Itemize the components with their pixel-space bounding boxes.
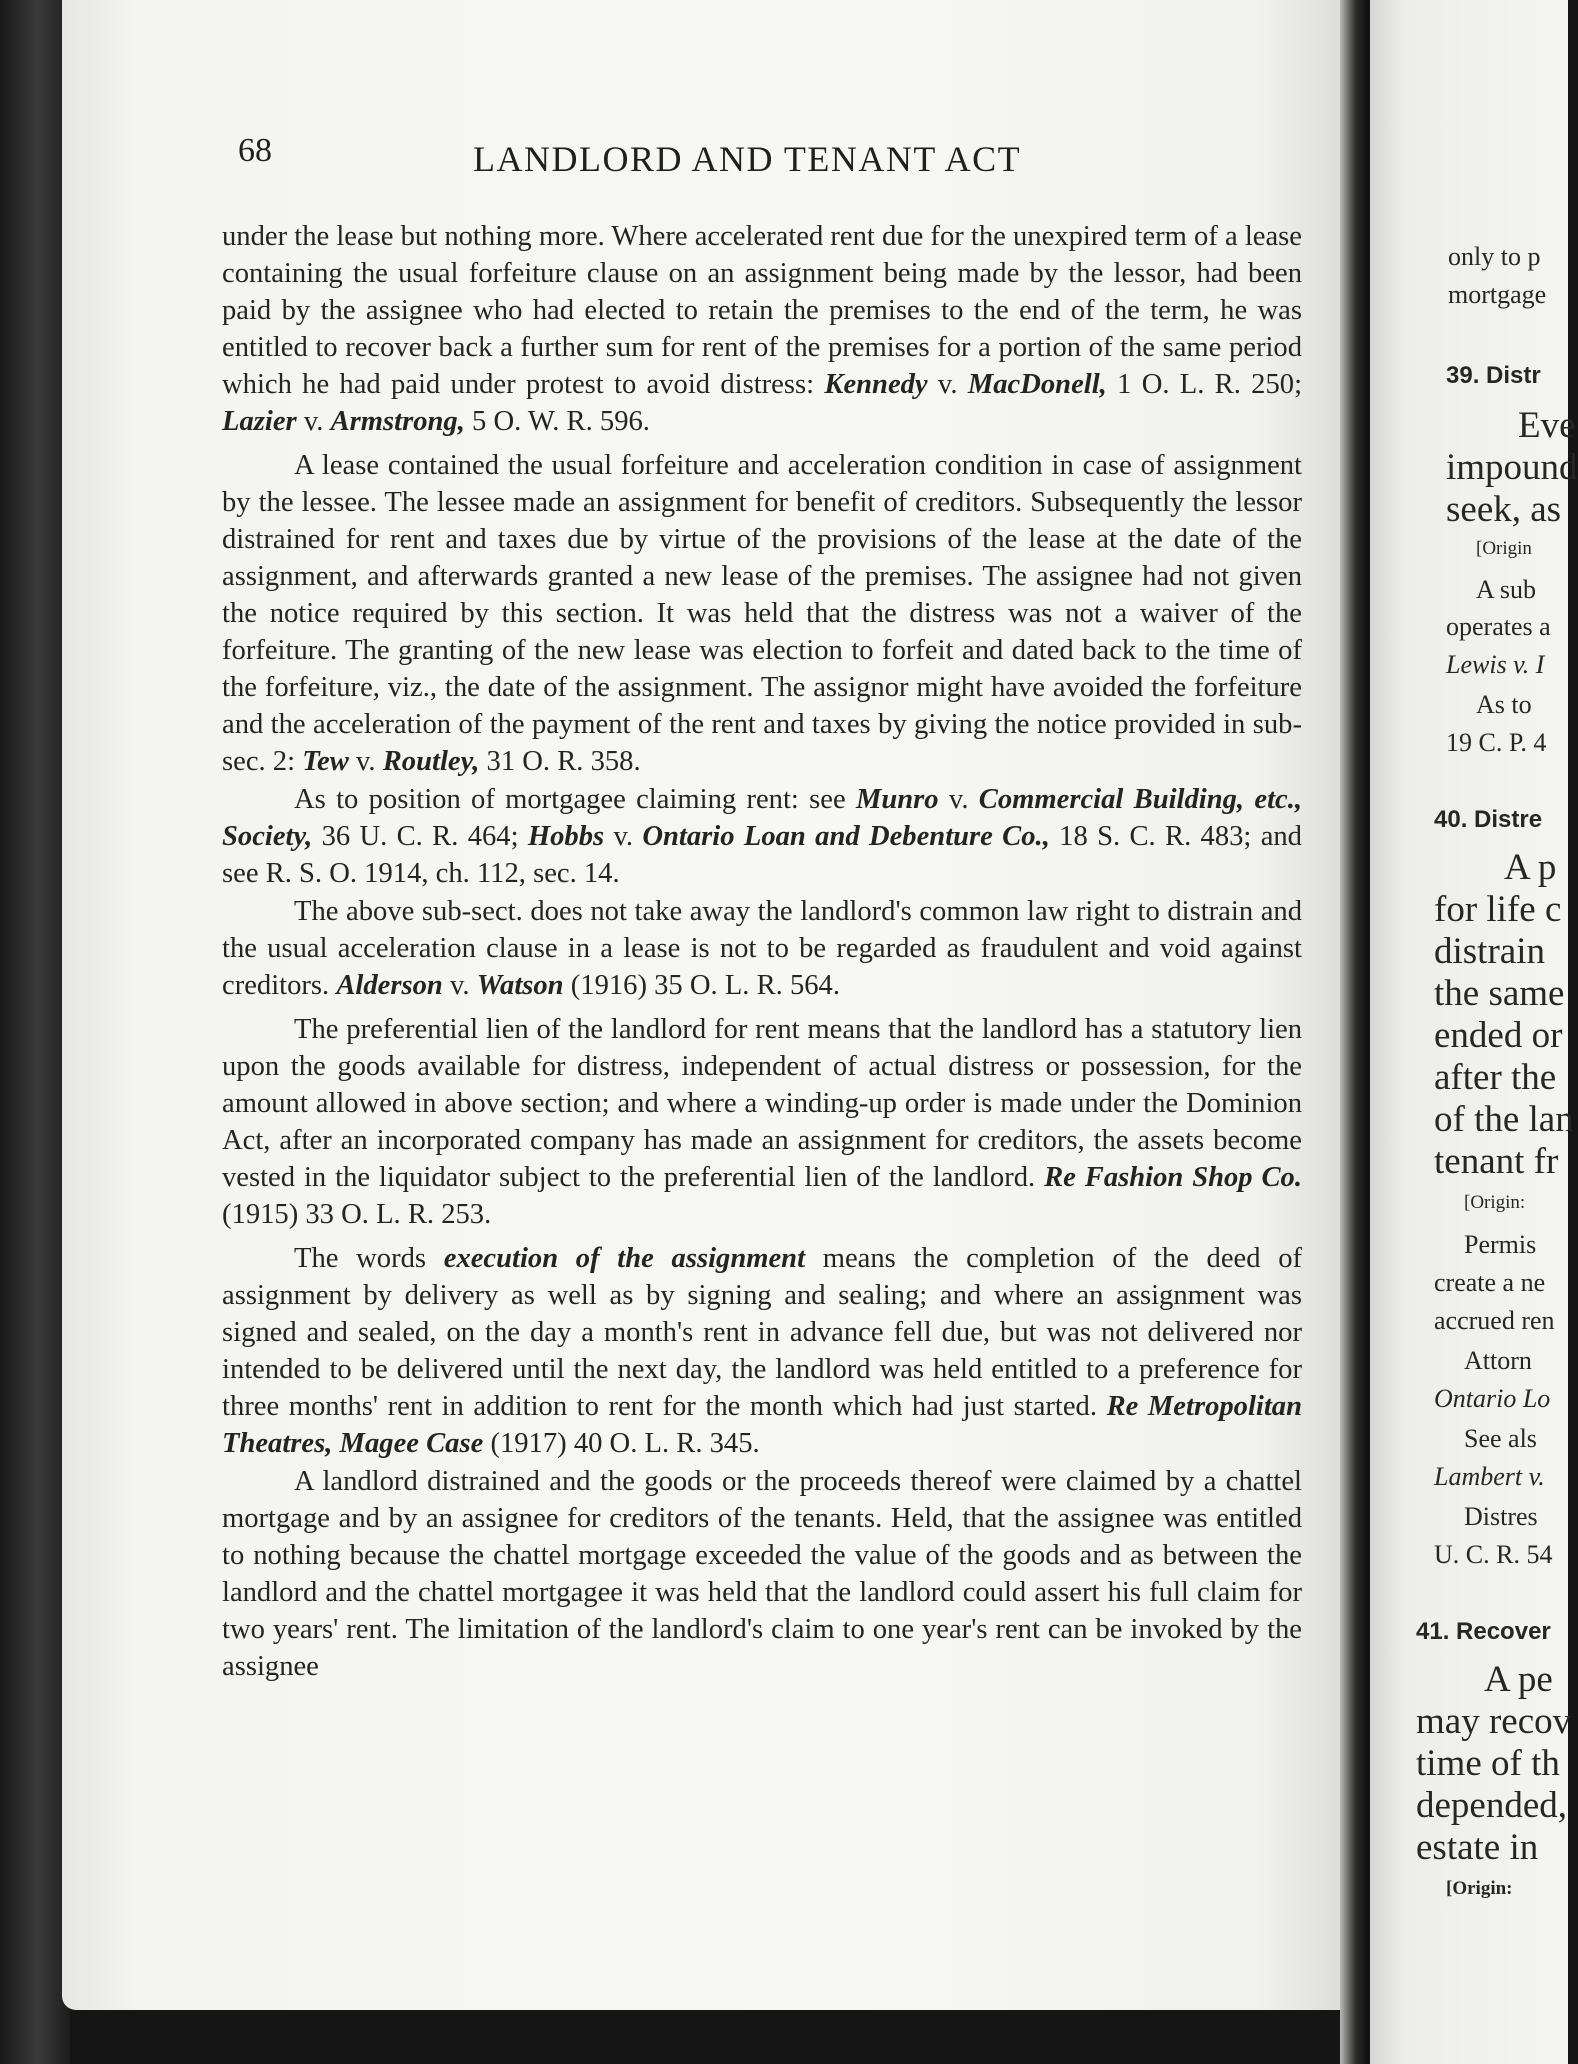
right-line: Distres	[1464, 1502, 1538, 1531]
right-line: may recov	[1416, 1701, 1572, 1742]
right-line: seek, as	[1446, 489, 1562, 530]
section-heading-41: 41. Recover	[1416, 1618, 1551, 1645]
page-header	[238, 132, 1288, 192]
right-line: Permis	[1464, 1230, 1537, 1259]
paragraph-7: A landlord distrained and the goods or the proceeds thereof were claimed by a chattel mortgage and by an assignee for creditors of the tenants. Held, that the assignee was entitled to nothing because the chattel mortgage exceeded the value of the goods and as between the landlord and the chattel mortgagee it was held that the landlord could assert his full claim for two years' rent. The limitation of the landlord's claim to one year's rent can be invoked by the assignee	[222, 1466, 1302, 1682]
right-line: time of th	[1416, 1743, 1560, 1784]
right-line: A sub	[1476, 575, 1536, 604]
section-heading-39: 39. Distr	[1446, 362, 1541, 389]
right-line: Ontario Lo	[1434, 1384, 1551, 1413]
right-line: A pe	[1484, 1659, 1553, 1700]
right-line: the same	[1434, 973, 1565, 1014]
right-page	[1370, 0, 1578, 2064]
right-line: impound	[1446, 447, 1578, 488]
right-line: mortgage	[1448, 280, 1547, 309]
right-line: after the	[1434, 1057, 1557, 1098]
right-line: accrued ren	[1434, 1306, 1555, 1335]
origin-note: [Origin	[1476, 538, 1532, 559]
book-binding	[0, 0, 70, 2064]
right-line: estate in	[1416, 1827, 1539, 1868]
right-line: See als	[1464, 1424, 1537, 1453]
right-line: A p	[1504, 847, 1557, 888]
right-line: only to p	[1448, 242, 1541, 271]
paragraph-5: The preferential lien of the landlord for rent means that the landlord has a statutory lien upon the goods available for distress, independent of actual distress or possession, for the amount allowed in above section; and where a winding-up order is made under the Dominion Act, after an incorporated company has made an assignment for creditors, the assets become vested in the liquidator subject to the preferential lien of the landlord. Re Fashion Shop Co. (1915) 33 O. L. R. 253.	[222, 1014, 1303, 1230]
right-line: for life c	[1434, 889, 1562, 930]
paragraph-1: under the lease but nothing more. Where accelerated rent due for the unexpired term of a lease containing the usual forfeiture clause on an assignment being made by the lessor, had been paid by the assignee who had elected to retain the premises to the end of the term, he was entitled to recover back a further sum for rent of the premises for a portion of the same period which he had paid under protest to avoid distress: Kennedy v. MacDonell, 1 O. L. R. 250; Lazier v. Armstrong, 5 O. W. R. 596.	[222, 221, 1303, 437]
paragraph-3: As to position of mortgagee claiming rent: see Munro v. Commercial Building, etc., Society, 36 U. C. R. 464; Hobbs v. Ontario Loan and Debenture Co., 18 S. C. R. 483; and see R. S. O. 1914, ch. 112, sec. 14.	[222, 784, 1302, 889]
body-text	[222, 218, 1302, 1685]
paragraph-2: A lease contained the usual forfeiture and acceleration condition in case of assignment by the lessee. The lessee made an assignment for benefit of creditors. Subsequently the lessor distrained for rent and taxes due by virtue of the provisions of the lease at the date of the assignment, and afterwards granted a new lease of the premises. The assignee had not given the notice required by this section. It was held that the distress was not a waiver of the forfeiture. The granting of the new lease was election to forfeit and dated back to the time of the forfeiture, viz., the date of the assignment. The assignor might have avoided the forfeiture and the acceleration of the payment of the rent and taxes by giving the notice provided in sub-sec. 2: Tew v. Routley, 31 O. R. 358.	[222, 450, 1302, 777]
running-title: LANDLORD AND TENANT ACT	[473, 139, 1022, 179]
origin-note: [Origin:	[1464, 1192, 1526, 1213]
right-line: Eve	[1518, 405, 1576, 446]
right-line: tenant fr	[1434, 1141, 1559, 1182]
right-line: Lambert v.	[1434, 1462, 1545, 1491]
right-line: distrain	[1434, 931, 1545, 972]
right-line: Attorn	[1464, 1346, 1532, 1375]
section-heading-40: 40. Distre	[1434, 806, 1543, 833]
right-line: As to	[1476, 690, 1532, 719]
paragraph-4: The above sub-sect. does not take away the landlord's common law right to distrain and the usual acceleration clause in a lease is not to be regarded as fraudulent and void against creditors. Alderson v. Watson (1916) 35 O. L. R. 564.	[222, 896, 1302, 1001]
right-line: of the lan	[1434, 1099, 1574, 1140]
right-line: U. C. R. 54	[1434, 1540, 1553, 1569]
right-line: operates a	[1446, 612, 1551, 641]
right-line: Lewis v. I	[1446, 650, 1545, 679]
right-line: depended,	[1416, 1785, 1568, 1826]
paragraph-6: The words execution of the assignment means the completion of the deed of assignment by delivery as well as by signing and sealing; and where an assignment was signed and sealed, on the day a month's rent in advance fell due, but was not delivered nor intended to be delivered until the next day, the landlord was held entitled to a preference for three months' rent in addition to rent for the month which had just started. Re Metropolitan Theatres, Magee Case (1917) 40 O. L. R. 345.	[222, 1243, 1303, 1459]
origin-note: [Origin:	[1446, 1878, 1513, 1899]
page-number: 68	[238, 132, 272, 169]
right-line: 19 C. P. 4	[1446, 728, 1547, 757]
right-line: create a ne	[1434, 1268, 1546, 1297]
right-line: ended or	[1434, 1015, 1563, 1056]
